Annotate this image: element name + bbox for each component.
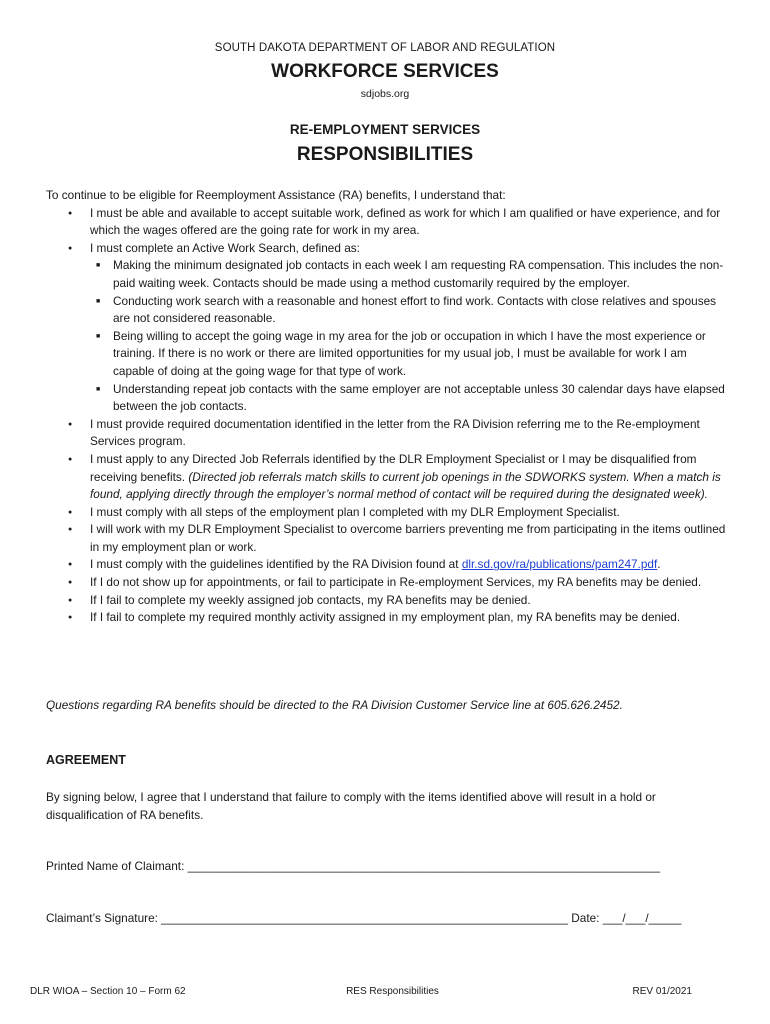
- item-text: If I fail to complete my required monthly activity assigned in my employment plan, my RA benefits may be denied.: [90, 610, 681, 625]
- item-text: If I do not show up for appointments, or fail to participate in Re-employment Services, my RA benefits may be denied.: [90, 575, 702, 590]
- document-title: WORKFORCE SERVICES: [271, 61, 499, 82]
- list-item: [46, 240, 730, 416]
- list-item: [46, 521, 730, 556]
- list-item: [46, 609, 730, 627]
- item-text: If I fail to complete my weekly assigned job contacts, my RA benefits may be denied.: [90, 592, 531, 607]
- item-text: I must comply with all steps of the employment plan I completed with my DLR Employment Specialist.: [90, 504, 620, 519]
- list-item: [46, 556, 730, 574]
- section-title: RESPONSIBILITIES: [296, 144, 474, 165]
- work-search-sublist: [90, 257, 730, 415]
- item-text: I must apply to any Directed Job Referrals identified by the DLR Employment Specialist or I may be disqualified from receiving benefits.: [90, 451, 697, 484]
- section-subtitle: RE-EMPLOYMENT SERVICES: [289, 122, 481, 137]
- responsibility-list: [46, 205, 730, 627]
- list-item: [46, 592, 730, 610]
- sub-list-item: ■ Conducting work search with a reasonable and honest effort to find work. Contacts with close relatives and spouses are not considered reasonable.: [90, 293, 730, 328]
- signature-date-field[interactable]: Claimant’s Signature: ______________________________________________________________ Date: ___/___/_____: [46, 911, 682, 925]
- item-text: I must comply with the guidelines identified by the RA Division found at: [90, 557, 459, 572]
- footer-doc-name: RES Responsibilities: [346, 986, 439, 997]
- website-text: sdjobs.org: [360, 88, 410, 100]
- item-text: I must complete an Active Work Search, defined as:: [90, 240, 360, 255]
- list-item: [46, 451, 730, 504]
- intro-text: To continue to be eligible for Reemployment Assistance (RA) benefits, I understand that:: [46, 188, 506, 202]
- item-punctuation: .: [657, 557, 661, 572]
- questions-note: Questions regarding RA benefits should be directed to the RA Division Customer Service line at 605.626.2452.: [46, 698, 623, 712]
- printed-name-field[interactable]: Printed Name of Claimant: ________________________________________________________________________: [46, 859, 661, 873]
- list-item: [46, 205, 730, 240]
- item-text: I must provide required documentation identified in the letter from the RA Division referring me to the Re-employment Services program.: [90, 416, 700, 449]
- agreement-text: By signing below, I agree that I understand that failure to comply with the items identified above will result in a hold or disqualification of RA benefits.: [46, 790, 656, 822]
- sub-list-item: ■ Making the minimum designated job contacts in each week I am requesting RA compensation. This includes the non-paid waiting week. Contacts should be made using a method customarily required by the employer.: [90, 257, 730, 292]
- publication-link[interactable]: dlr.sd.gov/ra/publications/pam247.pdf: [461, 557, 658, 572]
- sub-list-item: ■ Understanding repeat job contacts with the same employer are not acceptable unless 30 calendar days have elapsed between the job contacts.: [90, 381, 730, 416]
- footer-form-id: DLR WIOA – Section 10 – Form 62: [30, 986, 186, 997]
- item-italic-note: (Directed job referrals match skills to current job openings in the SDWORKS system. When a match is found, applying directly through the employer’s normal method of contact will be required during the designated week).: [90, 469, 721, 502]
- item-text: I must be able and available to accept suitable work, defined as work for which I am qualified or have experience, and for which the wages offered are the going rate for work in my area.: [90, 205, 721, 238]
- footer-revision: REV 01/2021: [632, 986, 692, 997]
- sub-list-item: ■ Being willing to accept the going wage in my area for the job or occupation in which I have the most experience or training. If there is no work or there are limited opportunities for my usual job, I must be available for work I am capable of doing at the going wage for that type of work.: [90, 328, 730, 381]
- responsibilities-body: [46, 187, 730, 627]
- item-text: I will work with my DLR Employment Specialist to overcome barriers preventing me from participating in the items outlined in my employment plan or work.: [90, 522, 726, 554]
- list-item: [46, 574, 730, 592]
- agreement-heading: AGREEMENT: [46, 753, 126, 767]
- department-name: SOUTH DAKOTA DEPARTMENT OF LABOR AND REGULATION: [214, 42, 556, 54]
- list-item: [46, 416, 730, 451]
- list-item: [46, 504, 730, 522]
